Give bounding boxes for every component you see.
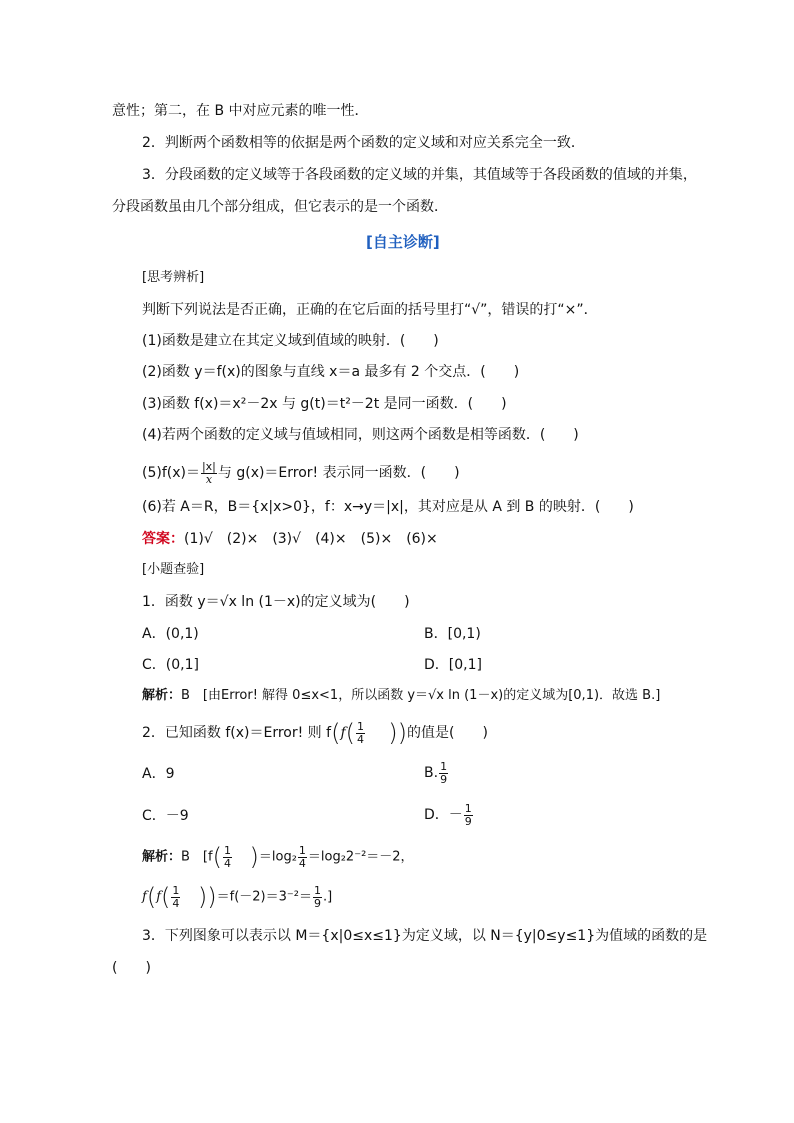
section-title: [自主诊断] [366, 233, 440, 251]
q1-option-d: D．[0,1] [424, 657, 482, 673]
q2-b-fraction: $\frac{1}{9}$ [440, 759, 448, 786]
answer-label: 答案： [142, 531, 184, 547]
q1-option-b: B．[0,1) [424, 626, 481, 642]
q1-analysis-label: 解析： [142, 688, 182, 703]
intro-line-4: 分段函数虽由几个部分组成，但它表示的是一个函数． [112, 199, 448, 215]
think-item-4: (4)若两个函数的定义域与值域相同，则这两个函数是相等函数．( ) [142, 427, 579, 443]
q2-option-c: C．－9 [142, 808, 189, 824]
answer-text: (1)√ (2)× (3)√ (4)× (5)× (6)× [184, 531, 438, 547]
answer-line [142, 529, 438, 549]
q2-analysis-line-1: 解析：B [f( $\frac{1}{4}$ )＝log₂ $\frac{1}{4}$ ＝log₂2⁻²＝－2， [142, 843, 414, 871]
think-item-5 [142, 458, 460, 488]
q2-analysis-line-2: f(f( $\frac{1}{4}$ ))＝f(－2)＝3⁻²＝ $\frac{1}{9}$ .] [142, 883, 333, 911]
intro-line-2: 2．判断两个函数相等的依据是两个函数的定义域和对应关系完全一致． [142, 135, 585, 151]
q2-stem-fraction: $\frac{1}{4}$ [357, 719, 364, 746]
q2-stem-prefix: 2．已知函数 f(x)＝Error! 则 f [142, 725, 332, 741]
item5-fraction [201, 461, 217, 486]
think-item-6: (6)若 A＝R，B＝{x|x>0}，f：x→y＝|x|，其对应是从 A 到 B 的映射．( ) [142, 499, 634, 515]
q3-stem-line-1: 3．下列图象可以表示以 M＝{x|0≤x≤1}为定义域，以 N＝{y|0≤y≤1}为值域的函数的是 [142, 928, 708, 944]
item5-frac-den: x [205, 472, 213, 486]
think-item-1: (1)函数是建立在其定义域到值域的映射．( ) [142, 333, 439, 349]
q1-option-c: C．(0,1] [142, 657, 199, 673]
q1-stem: 1．函数 y＝√x ln (1－x)的定义域为( ) [142, 594, 410, 610]
q1-option-a: A．(0,1) [142, 626, 199, 642]
q2-option-b: B. $\frac{1}{9}$ [424, 759, 448, 786]
item5-suffix: 与 g(x)＝Error! 表示同一函数．( ) [217, 465, 460, 481]
think-item-2: (2)函数 y＝f(x)的图象与直线 x＝a 最多有 2 个交点．( ) [142, 364, 520, 380]
q1-analysis-text: B [由Error! 解得 0≤x<1，所以函数 y＝√x ln (1－x)的定义域为[0,1)．故选 B.] [181, 688, 661, 703]
think-instruction: 判断下列说法是否正确，正确的在它后面的括号里打“√”，错误的打“×”． [142, 302, 598, 318]
item5-prefix: (5)f(x)＝ [142, 465, 200, 481]
think-item-3: (3)函数 f(x)＝x²－2x 与 g(t)＝t²－2t 是同一函数．( ) [142, 396, 507, 412]
q2-analysis-label: 解析： [142, 849, 182, 865]
q2-option-a: A．9 [142, 766, 175, 782]
q2-stem: 2．已知函数 f(x)＝Error! 则 f(f( $\frac{1}{4}$ ))的值是( ) [142, 719, 488, 747]
item5-frac-num: |x| [201, 459, 216, 473]
q2-option-d: D．－ $\frac{1}{9}$ [424, 801, 472, 828]
q2-d-fraction: $\frac{1}{9}$ [464, 801, 472, 828]
q2-stem-suffix: 的值是( ) [407, 725, 488, 741]
q3-stem-line-2: ( ) [112, 960, 151, 976]
quiz-heading: [小题查验] [142, 562, 205, 577]
q1-analysis [142, 686, 660, 706]
intro-line-3: 3．分段函数的定义域等于各段函数的定义域的并集，其值域等于各段函数的值域的并集， [142, 167, 697, 183]
intro-line-1: 意性；第二，在 B 中对应元素的唯一性． [112, 103, 369, 119]
think-heading: [思考辨析] [142, 270, 205, 285]
